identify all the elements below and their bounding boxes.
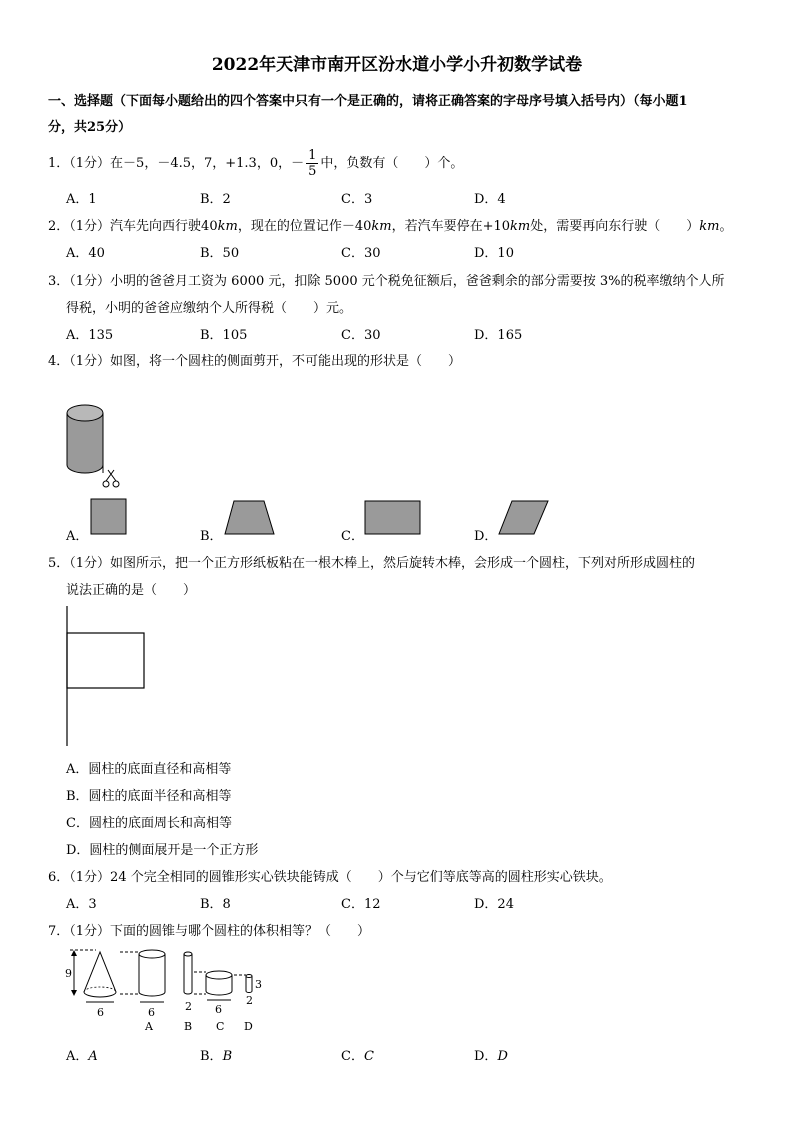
q7-option-d-prefix: D． <box>474 1049 498 1064</box>
q3-option-a[interactable]: A．135 <box>66 328 114 343</box>
question-4: 4．（1分）如图，将一个圆柱的侧面剪开，不可能出现的形状是（ ） <box>48 354 462 369</box>
q7-option-b[interactable] <box>200 1045 232 1064</box>
q2-unit-2: km <box>371 219 392 234</box>
q2-unit-1: km <box>217 219 238 234</box>
q7-option-c-letter: C <box>363 1049 374 1064</box>
q3-option-d[interactable]: D．165 <box>474 328 523 343</box>
section1-header-line1: 一、选择题（下面每小题给出的四个答案中只有一个是正确的，请将正确答案的字母序号填入括号内）（每小题1 <box>48 94 688 109</box>
question-1 <box>48 148 463 179</box>
q5-option-d[interactable]: D．圆柱的侧面展开是一个正方形 <box>66 843 259 858</box>
square-on-stick-figure <box>60 606 152 748</box>
q7-option-d-letter: D <box>497 1049 508 1064</box>
scissors-icon <box>103 470 119 487</box>
q2-text-c: ，若汽车要停在+10 <box>391 219 511 234</box>
q1-frac-num: 1 <box>308 148 317 163</box>
q4-option-b[interactable]: B． <box>200 529 223 544</box>
q6-option-c[interactable]: C．12 <box>341 897 381 912</box>
fig-label-b: B <box>184 1020 193 1033</box>
q7-option-d[interactable] <box>474 1045 508 1064</box>
q5-option-b[interactable]: B．圆柱的底面半径和高相等 <box>66 789 232 804</box>
fig-d-height: 3 <box>255 978 262 991</box>
q4-option-c[interactable]: C． <box>341 529 364 544</box>
q2-text-a: 2．（1分）汽车先向西行驶40 <box>48 219 218 234</box>
q7-option-c[interactable] <box>341 1045 374 1064</box>
q4-shape-parallelogram[interactable] <box>498 500 550 536</box>
q1-text-b: 中，负数有（ ）个。 <box>320 156 464 171</box>
fig-label-c: C <box>216 1020 225 1033</box>
q4-option-a[interactable]: A． <box>66 529 89 544</box>
q7-option-a-prefix: A． <box>66 1049 89 1064</box>
q2-unit-4: km <box>699 219 720 234</box>
q2-unit-3: km <box>510 219 531 234</box>
q1-text-a: 1．（1分）在－5，－4.5，7，+1.3，0，－ <box>48 156 305 171</box>
q1-option-a[interactable]: A．1 <box>66 192 97 207</box>
q7-option-a[interactable] <box>66 1045 98 1064</box>
q2-text-b: ，现在的位置记作－40 <box>237 219 372 234</box>
fig-cone-base: 6 <box>97 1006 104 1019</box>
page-title: 2022年天津市南开区汾水道小学小升初数学试卷 <box>211 55 583 75</box>
cylinder-scissors-figure <box>60 398 130 490</box>
q2-option-a[interactable]: A．40 <box>66 246 105 261</box>
q6-option-d[interactable]: D．24 <box>474 897 514 912</box>
cone-cylinders-figure <box>60 942 280 1038</box>
question-7: 7．（1分）下面的圆锥与哪个圆柱的体积相等？（ ） <box>48 924 371 939</box>
q6-option-a[interactable]: A．3 <box>66 897 97 912</box>
question-3-line2: 得税，小明的爸爸应缴纳个人所得税（ ）元。 <box>66 301 353 316</box>
q7-option-b-letter: B <box>222 1049 233 1064</box>
q7-option-c-prefix: C． <box>341 1049 364 1064</box>
q3-option-b[interactable]: B．105 <box>200 328 248 343</box>
q4-option-d[interactable]: D． <box>474 529 498 544</box>
q1-option-b[interactable]: B．2 <box>200 192 231 207</box>
q4-shape-trapezoid[interactable] <box>224 500 276 536</box>
q6-option-b[interactable]: B．8 <box>200 897 231 912</box>
q5-option-c[interactable]: C．圆柱的底面周长和高相等 <box>66 816 232 831</box>
q2-option-d[interactable]: D．10 <box>474 246 514 261</box>
fig-a-base: 6 <box>148 1006 155 1019</box>
q1-frac-den: 5 <box>308 164 317 179</box>
fig-b-base: 2 <box>185 1000 192 1013</box>
q1-option-d[interactable]: D．4 <box>474 192 506 207</box>
q3-option-c[interactable]: C．30 <box>341 328 381 343</box>
fig-height-label: 9 <box>65 967 72 980</box>
fig-label-a: A <box>145 1020 153 1033</box>
q7-option-a-letter: A <box>88 1049 98 1064</box>
question-5-line2: 说法正确的是（ ） <box>66 583 197 598</box>
q7-option-b-prefix: B． <box>200 1049 223 1064</box>
q4-shape-rectangle[interactable] <box>364 500 422 536</box>
question-2: 2．（1分）汽车先向西行驶40km，现在的位置记作－40km，若汽车要停在+10km处，需要再向东行驶（ ）km。 <box>48 219 733 234</box>
q5-option-a[interactable]: A．圆柱的底面直径和高相等 <box>66 762 232 777</box>
fig-c-base: 6 <box>215 1003 222 1016</box>
q2-text-d: 处，需要再向东行驶（ ） <box>530 219 700 234</box>
q2-option-b[interactable]: B．50 <box>200 246 240 261</box>
q4-shape-square[interactable] <box>90 498 128 536</box>
question-6: 6．（1分）24 个完全相同的圆锥形实心铁块能铸成（ ）个与它们等底等高的圆柱形实心铁块。 <box>48 870 612 885</box>
section1-header-line2: 分，共25分） <box>48 120 132 135</box>
q1-option-c[interactable]: C．3 <box>341 192 373 207</box>
question-3-line1: 3．（1分）小明的爸爸月工资为 6000 元，扣除 5000 元个税免征额后，爸爸剩余的部分需要按 3%的税率缴纳个人所 <box>48 274 725 289</box>
q1-fraction <box>306 148 318 179</box>
fig-d-base: 2 <box>246 994 253 1007</box>
fig-label-d: D <box>244 1020 253 1033</box>
question-5-line1: 5．（1分）如图所示，把一个正方形纸板粘在一根木棒上，然后旋转木棒，会形成一个圆柱，下列对所形成圆柱的 <box>48 556 696 571</box>
q2-option-c[interactable]: C．30 <box>341 246 381 261</box>
